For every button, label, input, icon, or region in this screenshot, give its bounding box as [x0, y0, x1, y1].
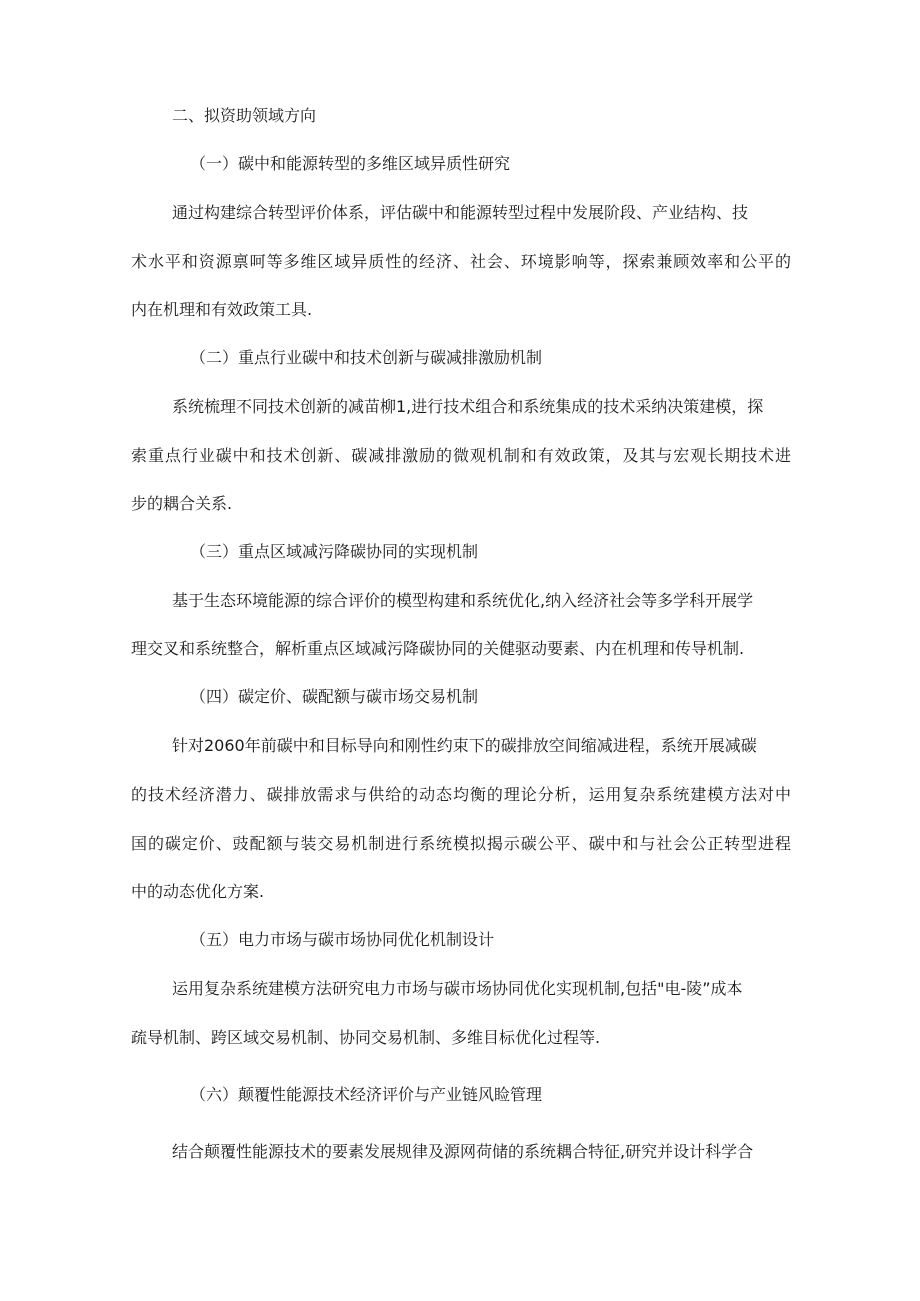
- paragraph-line: 结合颠覆性能源技术的要素发展规律及源网荷储的系统耦合特征,研究并设计科学合: [172, 1142, 754, 1161]
- paragraph-line: 运用复杂系统建模方法研究电力市场与碳市场协同优化实现机制,包括"电-陵”成本: [172, 979, 743, 998]
- section-title: 二、拟资助领域方向: [172, 106, 317, 125]
- paragraph-line: 疏导机制、跨区域交易机制、协同交易机制、多维目标优化过程等.: [131, 1028, 601, 1047]
- paragraph-line: 国的碳定价、豉配额与装交易机制进行系统模拟揭示碳公平、碳中和与社会公正转型进程: [131, 834, 791, 853]
- paragraph-line: 术水平和资源禀呵等多维区域异质性的经济、社会、环境影响等，探索兼顾效率和公平的: [131, 252, 791, 271]
- paragraph-line: 系统梳理不同技术创新的减苗柳1,进行技术组合和系统集成的技术采纳决策建模，探: [172, 397, 764, 416]
- paragraph-line: 基于生态环境能源的综合评价的模型构建和系统优化,纳入经济社会等多学科开展学: [172, 591, 754, 610]
- paragraph-line: 索重点行业碳中和技术创新、碳减排激励的微观机制和有效政策，及其与宏观长期技术进: [131, 446, 791, 465]
- item-heading-1: （一）碳中和能源转型的多维区域异质性研究: [190, 154, 511, 173]
- paragraph-line: 通过构建综合转型评价体系，评估碳中和能源转型过程中发展阶段、产业结构、技: [172, 203, 749, 222]
- paragraph-line: 的技术经济潜力、碳排放需求与供给的动态均衡的理论分析，运用复杂系统建模方法对中: [131, 785, 791, 804]
- paragraph-line: 针对2060年前碳中和目标导向和刚性约束下的碳排放空间缩减进程，系统开展减碳: [172, 736, 757, 755]
- item-heading-3: （三）重点区域减污降碳协同的实现机制: [190, 542, 479, 561]
- paragraph-line: 中的动态优化方案.: [131, 882, 265, 901]
- item-heading-2: （二）重点行业碳中和技术创新与碳减排激励机制: [190, 348, 543, 367]
- paragraph-line: 内在机理和有效政策工具.: [131, 300, 313, 319]
- item-heading-6: （六）颠覆性能源技术经济评价与产业链风睑管理: [190, 1085, 543, 1104]
- item-heading-4: （四）碳定价、碳配额与碳市场交易机制: [190, 687, 479, 706]
- paragraph-line: 步的耦合关系.: [131, 494, 233, 513]
- paragraph-line: 理交叉和系统整合，解析重点区域减污降碳协同的关健驱动要素、内在机理和传导机制.: [131, 639, 745, 658]
- item-heading-5: （五）电力市场与碳市场协同优化机制设计: [190, 930, 495, 949]
